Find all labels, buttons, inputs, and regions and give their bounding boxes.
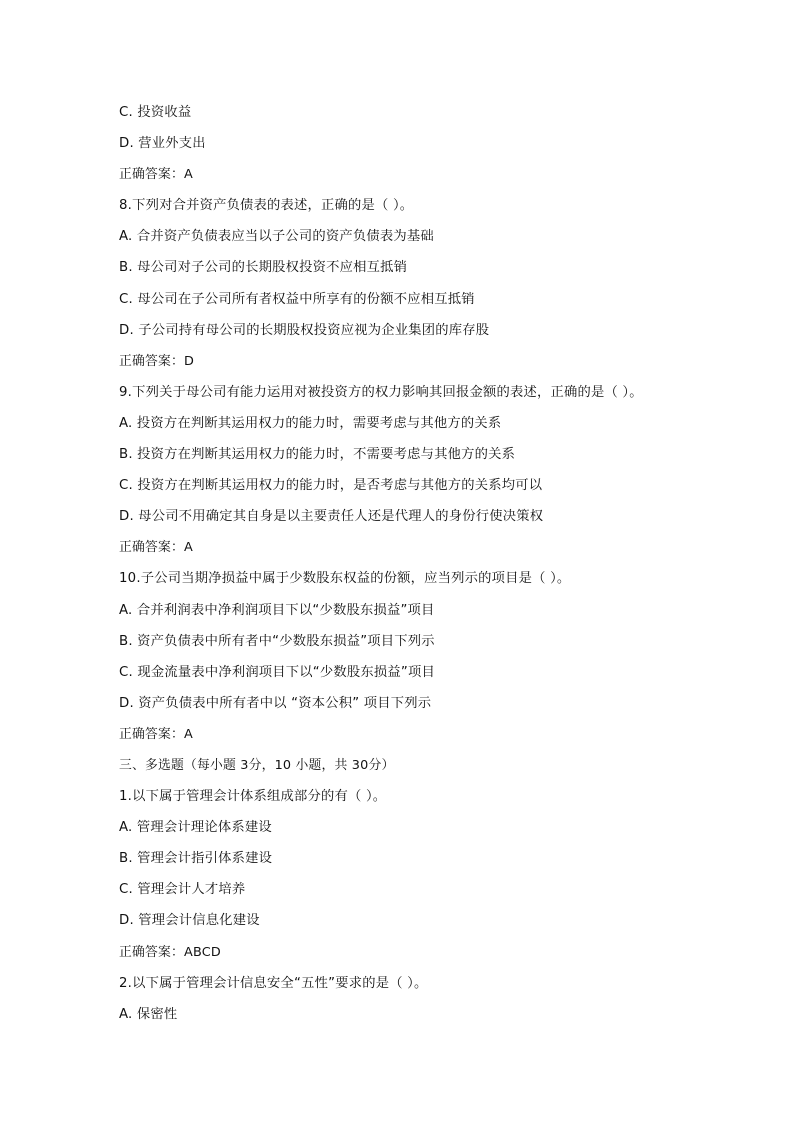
multi-question-2-option-a: A. 保密性 bbox=[119, 1006, 178, 1022]
multi-question-1: 1.以下属于管理会计体系组成部分的有（ ）。 bbox=[119, 789, 387, 805]
question-8-option-a: A. 合并资产负债表应当以子公司的资产负债表为基础 bbox=[119, 229, 434, 245]
multi-question-1-option-a: A. 管理会计理论体系建设 bbox=[119, 820, 272, 836]
correct-answer-q8: 正确答案：D bbox=[119, 353, 195, 369]
correct-answer-multi-q1: 正确答案：ABCD bbox=[119, 944, 221, 960]
multi-question-1-option-b: B. 管理会计指引体系建设 bbox=[119, 851, 273, 867]
question-10-option-c: C. 现金流量表中净利润项目下以“少数股东损益”项目 bbox=[119, 664, 435, 680]
question-8-option-b: B. 母公司对子公司的长期股权投资不应相互抵销 bbox=[119, 260, 408, 276]
question-10-option-b: B. 资产负债表中所有者中“少数股东损益”项目下列示 bbox=[119, 633, 435, 649]
question-9-option-a: A. 投资方在判断其运用权力的能力时，需要考虑与其他方的关系 bbox=[119, 415, 502, 431]
option-c-investment-income: C. 投资收益 bbox=[119, 105, 192, 120]
question-9: 9.下列关于母公司有能力运用对被投资方的权力影响其回报金额的表述，正确的是（ ）。 bbox=[119, 384, 643, 400]
question-10-option-d: D. 资产负债表中所有者中以 “资本公积” 项目下列示 bbox=[119, 695, 432, 711]
exam-text-block bbox=[119, 102, 749, 1035]
correct-answer-q7: 正确答案：A bbox=[119, 167, 193, 183]
section-heading-multiple-choice: 三、多选题（每小题 3分，10 小题，共 30分） bbox=[119, 757, 395, 773]
question-8: 8.下列对合并资产负债表的表述，正确的是（ ）。 bbox=[119, 198, 414, 214]
question-10-option-a: A. 合并利润表中净利润项目下以“少数股东损益”项目 bbox=[119, 602, 435, 618]
correct-answer-q10: 正确答案：A bbox=[119, 726, 193, 742]
question-9-option-d: D. 母公司不用确定其自身是以主要责任人还是代理人的身份行使决策权 bbox=[119, 509, 544, 525]
question-8-option-c: C. 母公司在子公司所有者权益中所享有的份额不应相互抵销 bbox=[119, 291, 475, 307]
multi-question-1-option-c: C. 管理会计人才培养 bbox=[119, 882, 246, 898]
correct-answer-q9: 正确答案：A bbox=[119, 540, 193, 556]
option-d-nonoperating-expense: D. 营业外支出 bbox=[119, 136, 206, 152]
question-8-option-d: D. 子公司持有母公司的长期股权投资应视为企业集团的库存股 bbox=[119, 322, 490, 338]
question-9-option-c: C. 投资方在判断其运用权力的能力时，是否考虑与其他方的关系均可以 bbox=[119, 478, 543, 494]
question-9-option-b: B. 投资方在判断其运用权力的能力时，不需要考虑与其他方的关系 bbox=[119, 447, 516, 463]
multi-question-2: 2.以下属于管理会计信息安全“五性”要求的是（ ）。 bbox=[119, 975, 428, 991]
multi-question-1-option-d: D. 管理会计信息化建设 bbox=[119, 913, 260, 929]
question-10: 10.子公司当期净损益中属于少数股东权益的份额，应当列示的项目是（ ）。 bbox=[119, 571, 571, 587]
